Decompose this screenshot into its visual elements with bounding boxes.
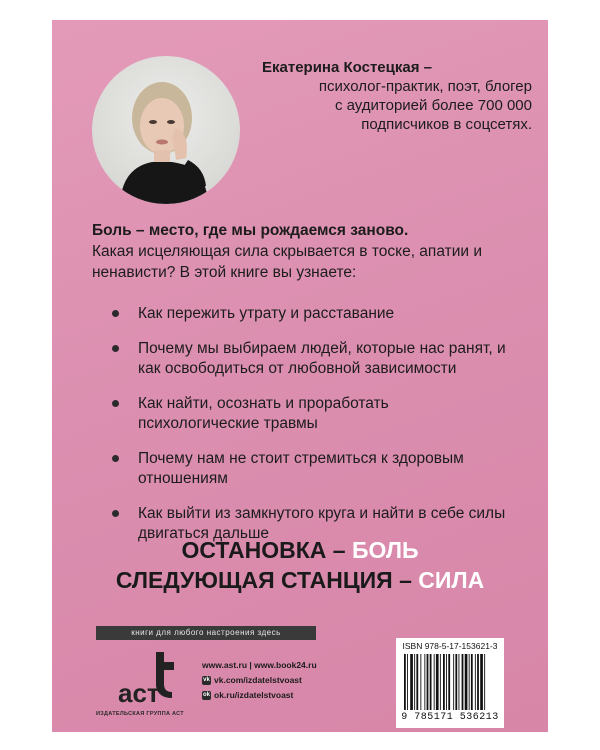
list-item-text: Почему мы выбираем людей, которые нас ранят, и как освободиться от любовной зависимости	[138, 340, 506, 377]
svg-text:аст: аст	[118, 678, 160, 708]
barcode-icon	[402, 654, 498, 712]
barcode-label	[396, 638, 504, 728]
bullet-dot-icon	[112, 400, 119, 407]
author-name: Екатерина Костецкая –	[262, 59, 432, 76]
ok-link[interactable]: ok ok.ru/izdatelstvoast	[202, 690, 294, 700]
barcode-bar	[480, 654, 483, 710]
bullet-dot-icon	[112, 455, 119, 462]
barcode-bar	[410, 654, 413, 710]
intro-body: Какая исцеляющая сила скрывается в тоске, апатии и ненависти? В этой книге вы узнаете:	[92, 243, 482, 281]
barcode-bar	[414, 654, 415, 710]
barcode-bar	[477, 654, 479, 710]
barcode-bar	[434, 654, 435, 710]
author-bio	[262, 58, 532, 134]
barcode-bar	[443, 654, 445, 710]
ast-logo-icon	[112, 648, 202, 710]
slogan-line-2: СЛЕДУЮЩАЯ СТАНЦИЯ – СИЛА	[115, 567, 485, 593]
barcode-bar	[453, 654, 454, 710]
tagline-strip: книги для любого настроения здесь	[96, 626, 316, 640]
barcode-bar	[436, 654, 439, 710]
barcode-bar	[440, 654, 441, 710]
list-item-text: Почему нам не стоит стремиться к здоровым отношениям	[138, 450, 464, 487]
list-item	[110, 339, 510, 379]
bullet-dot-icon	[112, 510, 119, 517]
ok-icon: ok	[202, 692, 210, 698]
barcode-bar	[407, 654, 408, 710]
list-item	[110, 394, 510, 434]
bullet-dot-icon	[112, 345, 119, 352]
list-item-text: Как найти, осознать и проработать психологические травмы	[138, 395, 389, 432]
barcode-bar	[404, 654, 406, 710]
website-links[interactable]: www.ast.ru | www.book24.ru	[202, 660, 317, 670]
slogan-line-1: ОСТАНОВКА – БОЛЬ	[181, 537, 419, 563]
barcode-digits: 9 785171 536213	[401, 712, 499, 723]
isbn-text: ISBN 978-5-17-153621-3	[402, 641, 498, 651]
benefits-list	[110, 304, 510, 559]
barcode-bar	[469, 654, 470, 710]
list-item-text: Как пережить утрату и расставание	[138, 305, 395, 322]
barcode-bar	[459, 654, 460, 710]
barcode-bar	[475, 654, 476, 710]
list-item	[110, 304, 510, 324]
author-bio-line: с аудиторией более 700 000	[334, 97, 532, 114]
barcode-bar	[446, 654, 447, 710]
publisher-links	[202, 658, 392, 703]
barcode-bar	[448, 654, 450, 710]
publisher-name: ИЗДАТЕЛЬСКАЯ ГРУППА АСТ	[96, 711, 184, 717]
author-bio-line: подписчиков в соцсетях.	[361, 116, 532, 133]
author-photo	[92, 56, 240, 204]
vk-link[interactable]: vk vk.com/izdatelstvoast	[203, 675, 302, 685]
slogan	[52, 535, 548, 595]
intro-block	[92, 220, 512, 283]
barcode-bar	[484, 654, 485, 710]
barcode-bar	[416, 654, 418, 710]
author-bio-line: психолог-практик, поэт, блогер	[318, 78, 532, 95]
intro-headline: Боль – место, где мы рождаемся заново.	[92, 222, 409, 239]
barcode-bar	[420, 654, 421, 710]
bullet-dot-icon	[112, 310, 119, 317]
barcode-bar	[427, 654, 429, 710]
book-back-cover	[52, 20, 548, 732]
list-item-text: Как выйти из замкнутого круга и найти в себе силы двигаться дальше	[138, 505, 506, 542]
barcode-bar	[430, 654, 432, 710]
list-item	[110, 449, 510, 489]
barcode-bar	[455, 654, 457, 710]
barcode-bar	[462, 654, 464, 710]
vk-icon: vk	[203, 677, 210, 683]
barcode-bar	[471, 654, 473, 710]
barcode-bar	[465, 654, 468, 710]
barcode-bar	[424, 654, 425, 710]
